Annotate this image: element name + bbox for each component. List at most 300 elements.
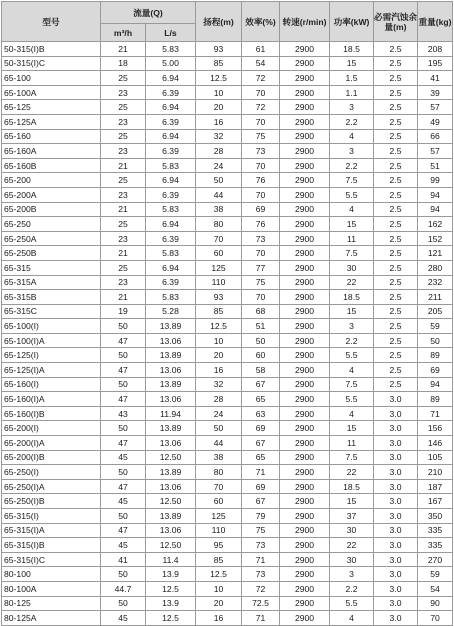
cell-power: 37 [330,509,374,524]
table-row [2,304,453,319]
cell-power: 5.5 [330,348,374,363]
cell-flow-ls: 5.83 [146,42,196,57]
cell-flow-m3h: 45 [101,450,146,465]
cell-speed: 2900 [280,217,330,232]
cell-npsh: 3.0 [374,421,418,436]
table-row [2,100,453,115]
cell-power: 1.5 [330,71,374,86]
cell-flow-m3h: 43 [101,406,146,421]
cell-flow-m3h: 47 [101,523,146,538]
cell-model: 65-160 [2,129,101,144]
cell-flow-ls: 6.39 [146,85,196,100]
cell-npsh: 2.5 [374,56,418,71]
cell-power: 3 [330,319,374,334]
cell-power: 22 [330,538,374,553]
cell-speed: 2900 [280,114,330,129]
cell-efficiency: 73 [242,567,280,582]
cell-model: 65-100(I)A [2,333,101,348]
cell-speed: 2900 [280,56,330,71]
cell-efficiency: 63 [242,406,280,421]
cell-flow-ls: 5.28 [146,304,196,319]
table-row [2,319,453,334]
cell-weight: 280 [418,260,453,275]
cell-flow-ls: 6.39 [146,144,196,159]
cell-efficiency: 69 [242,202,280,217]
cell-speed: 2900 [280,144,330,159]
cell-speed: 2900 [280,450,330,465]
header-npsh: 必需汽蚀余量(m) [374,2,418,42]
cell-model: 65-125 [2,100,101,115]
cell-flow-ls: 6.94 [146,217,196,232]
cell-weight: 57 [418,100,453,115]
cell-power: 30 [330,523,374,538]
cell-npsh: 2.5 [374,275,418,290]
cell-efficiency: 58 [242,363,280,378]
cell-head: 20 [196,100,242,115]
cell-flow-m3h: 45 [101,494,146,509]
cell-efficiency: 70 [242,158,280,173]
cell-power: 4 [330,202,374,217]
cell-power: 30 [330,260,374,275]
cell-speed: 2900 [280,231,330,246]
cell-weight: 232 [418,275,453,290]
cell-weight: 121 [418,246,453,261]
cell-flow-ls: 13.89 [146,319,196,334]
table-row [2,611,453,626]
cell-power: 4 [330,406,374,421]
cell-flow-ls: 13.9 [146,596,196,611]
cell-model: 65-125(I)A [2,363,101,378]
cell-speed: 2900 [280,479,330,494]
cell-flow-m3h: 50 [101,509,146,524]
cell-weight: 66 [418,129,453,144]
cell-power: 4 [330,129,374,144]
cell-efficiency: 77 [242,260,280,275]
cell-head: 50 [196,421,242,436]
cell-weight: 70 [418,611,453,626]
cell-speed: 2900 [280,100,330,115]
cell-model: 65-200 [2,173,101,188]
cell-model: 65-160(I)A [2,392,101,407]
cell-npsh: 3.0 [374,494,418,509]
cell-speed: 2900 [280,129,330,144]
cell-efficiency: 69 [242,421,280,436]
cell-npsh: 3.0 [374,450,418,465]
cell-speed: 2900 [280,465,330,480]
cell-model: 65-100 [2,71,101,86]
table-row [2,523,453,538]
cell-speed: 2900 [280,158,330,173]
cell-efficiency: 73 [242,144,280,159]
cell-model: 65-250A [2,231,101,246]
cell-npsh: 3.0 [374,596,418,611]
table-row [2,406,453,421]
cell-efficiency: 76 [242,173,280,188]
cell-npsh: 3.0 [374,392,418,407]
cell-flow-ls: 6.39 [146,231,196,246]
cell-efficiency: 51 [242,319,280,334]
table-row [2,421,453,436]
cell-flow-ls: 6.94 [146,260,196,275]
cell-flow-m3h: 25 [101,260,146,275]
cell-model: 65-250B [2,246,101,261]
cell-head: 70 [196,231,242,246]
cell-efficiency: 70 [242,246,280,261]
cell-model: 50-315(I)C [2,56,101,71]
cell-speed: 2900 [280,538,330,553]
cell-npsh: 2.5 [374,304,418,319]
cell-efficiency: 50 [242,333,280,348]
cell-flow-ls: 13.89 [146,377,196,392]
cell-flow-ls: 13.9 [146,567,196,582]
cell-flow-ls: 13.06 [146,479,196,494]
table-row [2,363,453,378]
cell-weight: 89 [418,392,453,407]
table-row [2,509,453,524]
cell-flow-m3h: 23 [101,275,146,290]
table-row [2,260,453,275]
cell-weight: 208 [418,42,453,57]
cell-model: 65-250(I)B [2,494,101,509]
cell-weight: 49 [418,114,453,129]
cell-power: 30 [330,552,374,567]
cell-power: 22 [330,275,374,290]
table-row [2,42,453,57]
cell-weight: 94 [418,202,453,217]
cell-head: 12.5 [196,567,242,582]
cell-flow-ls: 13.89 [146,465,196,480]
cell-npsh: 3.0 [374,465,418,480]
cell-flow-ls: 12.5 [146,611,196,626]
cell-head: 16 [196,611,242,626]
cell-weight: 69 [418,363,453,378]
table-row [2,348,453,363]
cell-speed: 2900 [280,333,330,348]
cell-speed: 2900 [280,290,330,305]
cell-speed: 2900 [280,421,330,436]
cell-power: 7.5 [330,173,374,188]
cell-weight: 156 [418,421,453,436]
cell-speed: 2900 [280,567,330,582]
cell-head: 50 [196,173,242,188]
table-row [2,479,453,494]
cell-power: 5.5 [330,392,374,407]
cell-efficiency: 75 [242,129,280,144]
cell-efficiency: 69 [242,479,280,494]
cell-power: 2.2 [330,333,374,348]
cell-power: 15 [330,217,374,232]
cell-model: 65-200A [2,187,101,202]
cell-model: 80-125 [2,596,101,611]
cell-head: 28 [196,392,242,407]
cell-npsh: 3.0 [374,538,418,553]
cell-power: 7.5 [330,246,374,261]
cell-flow-m3h: 23 [101,231,146,246]
cell-head: 12.5 [196,319,242,334]
cell-head: 44 [196,187,242,202]
table-row [2,246,453,261]
cell-flow-m3h: 50 [101,421,146,436]
cell-npsh: 2.5 [374,246,418,261]
cell-speed: 2900 [280,523,330,538]
cell-flow-ls: 6.39 [146,187,196,202]
cell-efficiency: 75 [242,275,280,290]
cell-weight: 335 [418,538,453,553]
cell-speed: 2900 [280,42,330,57]
cell-efficiency: 71 [242,465,280,480]
cell-npsh: 2.5 [374,231,418,246]
cell-flow-m3h: 21 [101,158,146,173]
cell-speed: 2900 [280,406,330,421]
cell-model: 80-100 [2,567,101,582]
pump-spec-table [1,1,453,626]
cell-flow-ls: 11.4 [146,552,196,567]
cell-npsh: 2.5 [374,363,418,378]
cell-speed: 2900 [280,173,330,188]
cell-model: 65-315 [2,260,101,275]
cell-flow-m3h: 50 [101,377,146,392]
cell-efficiency: 70 [242,187,280,202]
cell-speed: 2900 [280,71,330,86]
cell-speed: 2900 [280,509,330,524]
cell-head: 44 [196,436,242,451]
cell-efficiency: 67 [242,494,280,509]
cell-npsh: 3.0 [374,479,418,494]
cell-npsh: 2.5 [374,187,418,202]
cell-weight: 205 [418,304,453,319]
cell-flow-ls: 5.83 [146,158,196,173]
cell-model: 65-315(I)B [2,538,101,553]
cell-flow-ls: 6.94 [146,100,196,115]
cell-flow-ls: 12.50 [146,538,196,553]
table-row [2,275,453,290]
cell-model: 65-200(I) [2,421,101,436]
cell-flow-ls: 6.94 [146,71,196,86]
cell-flow-m3h: 25 [101,173,146,188]
cell-head: 10 [196,333,242,348]
cell-npsh: 2.5 [374,85,418,100]
table-row [2,494,453,509]
table-row [2,114,453,129]
cell-weight: 105 [418,450,453,465]
header-model: 型号 [2,2,101,42]
cell-speed: 2900 [280,552,330,567]
cell-weight: 211 [418,290,453,305]
cell-efficiency: 65 [242,450,280,465]
cell-speed: 2900 [280,377,330,392]
table-row [2,158,453,173]
cell-flow-m3h: 21 [101,42,146,57]
cell-speed: 2900 [280,246,330,261]
table-row [2,450,453,465]
cell-npsh: 2.5 [374,377,418,392]
cell-flow-ls: 12.50 [146,450,196,465]
cell-power: 18.5 [330,290,374,305]
cell-weight: 167 [418,494,453,509]
cell-efficiency: 65 [242,392,280,407]
cell-model: 65-315(I)A [2,523,101,538]
cell-flow-ls: 13.06 [146,436,196,451]
cell-head: 125 [196,260,242,275]
cell-flow-ls: 13.06 [146,363,196,378]
cell-model: 65-250(I)A [2,479,101,494]
cell-speed: 2900 [280,275,330,290]
cell-head: 95 [196,538,242,553]
cell-npsh: 2.5 [374,173,418,188]
cell-efficiency: 71 [242,611,280,626]
cell-flow-m3h: 50 [101,567,146,582]
cell-weight: 195 [418,56,453,71]
cell-weight: 59 [418,567,453,582]
cell-speed: 2900 [280,202,330,217]
cell-flow-m3h: 23 [101,85,146,100]
cell-head: 125 [196,509,242,524]
cell-flow-m3h: 50 [101,348,146,363]
cell-flow-m3h: 50 [101,465,146,480]
cell-head: 38 [196,450,242,465]
table-row [2,596,453,611]
table-row [2,538,453,553]
cell-flow-m3h: 47 [101,363,146,378]
pump-spec-sheet [1,1,452,623]
header-flow-ls: L/s [146,24,196,42]
cell-flow-ls: 13.06 [146,392,196,407]
table-row [2,465,453,480]
cell-model: 65-160B [2,158,101,173]
cell-power: 7.5 [330,377,374,392]
cell-weight: 210 [418,465,453,480]
cell-power: 22 [330,465,374,480]
header-power: 功率(kW) [330,2,374,42]
cell-weight: 270 [418,552,453,567]
cell-power: 15 [330,421,374,436]
cell-efficiency: 73 [242,538,280,553]
table-row [2,552,453,567]
cell-model: 65-250 [2,217,101,232]
cell-npsh: 2.5 [374,42,418,57]
cell-weight: 152 [418,231,453,246]
table-row [2,71,453,86]
cell-weight: 162 [418,217,453,232]
cell-weight: 57 [418,144,453,159]
cell-efficiency: 76 [242,217,280,232]
cell-efficiency: 71 [242,552,280,567]
cell-model: 50-315(I)B [2,42,101,57]
cell-head: 60 [196,494,242,509]
cell-efficiency: 72 [242,100,280,115]
header-flow: 流量(Q) [101,2,196,24]
cell-npsh: 3.0 [374,611,418,626]
cell-power: 5.5 [330,187,374,202]
cell-weight: 99 [418,173,453,188]
cell-flow-m3h: 19 [101,304,146,319]
cell-efficiency: 61 [242,42,280,57]
cell-speed: 2900 [280,187,330,202]
cell-efficiency: 70 [242,85,280,100]
cell-head: 16 [196,363,242,378]
cell-head: 32 [196,129,242,144]
cell-model: 65-315B [2,290,101,305]
header-flow-m3h: m³/h [101,24,146,42]
cell-power: 15 [330,56,374,71]
cell-power: 1.1 [330,85,374,100]
cell-weight: 146 [418,436,453,451]
cell-speed: 2900 [280,363,330,378]
cell-npsh: 2.5 [374,129,418,144]
cell-model: 65-200(I)A [2,436,101,451]
cell-power: 2.2 [330,158,374,173]
cell-head: 24 [196,158,242,173]
cell-npsh: 2.5 [374,260,418,275]
cell-npsh: 2.5 [374,158,418,173]
cell-power: 7.5 [330,450,374,465]
cell-flow-m3h: 47 [101,479,146,494]
cell-flow-m3h: 23 [101,187,146,202]
cell-efficiency: 72.5 [242,596,280,611]
cell-head: 80 [196,465,242,480]
table-row [2,56,453,71]
cell-power: 2.2 [330,114,374,129]
cell-head: 60 [196,246,242,261]
cell-flow-ls: 12.50 [146,494,196,509]
cell-power: 18.5 [330,479,374,494]
cell-head: 16 [196,114,242,129]
cell-npsh: 2.5 [374,71,418,86]
cell-flow-m3h: 25 [101,71,146,86]
cell-flow-ls: 6.39 [146,275,196,290]
cell-npsh: 2.5 [374,290,418,305]
cell-model: 65-160A [2,144,101,159]
table-row [2,173,453,188]
cell-weight: 51 [418,158,453,173]
cell-npsh: 2.5 [374,348,418,363]
cell-model: 80-100A [2,581,101,596]
cell-flow-m3h: 23 [101,144,146,159]
cell-weight: 94 [418,377,453,392]
cell-model: 65-315A [2,275,101,290]
cell-flow-ls: 13.89 [146,348,196,363]
cell-head: 24 [196,406,242,421]
table-row [2,187,453,202]
cell-power: 4 [330,363,374,378]
cell-weight: 94 [418,187,453,202]
cell-flow-m3h: 21 [101,246,146,261]
cell-npsh: 2.5 [374,333,418,348]
cell-power: 11 [330,436,374,451]
cell-head: 32 [196,377,242,392]
cell-flow-m3h: 25 [101,100,146,115]
cell-model: 65-160(I) [2,377,101,392]
table-body [2,42,453,626]
cell-flow-ls: 13.89 [146,421,196,436]
cell-head: 110 [196,275,242,290]
cell-flow-m3h: 47 [101,333,146,348]
cell-flow-ls: 11.94 [146,406,196,421]
cell-efficiency: 73 [242,231,280,246]
cell-speed: 2900 [280,494,330,509]
cell-speed: 2900 [280,596,330,611]
cell-head: 80 [196,217,242,232]
cell-efficiency: 70 [242,290,280,305]
cell-efficiency: 70 [242,114,280,129]
cell-power: 18.5 [330,42,374,57]
cell-flow-m3h: 47 [101,392,146,407]
cell-speed: 2900 [280,85,330,100]
cell-model: 65-250(I) [2,465,101,480]
table-row [2,290,453,305]
cell-model: 65-315(I) [2,509,101,524]
cell-npsh: 3.0 [374,581,418,596]
